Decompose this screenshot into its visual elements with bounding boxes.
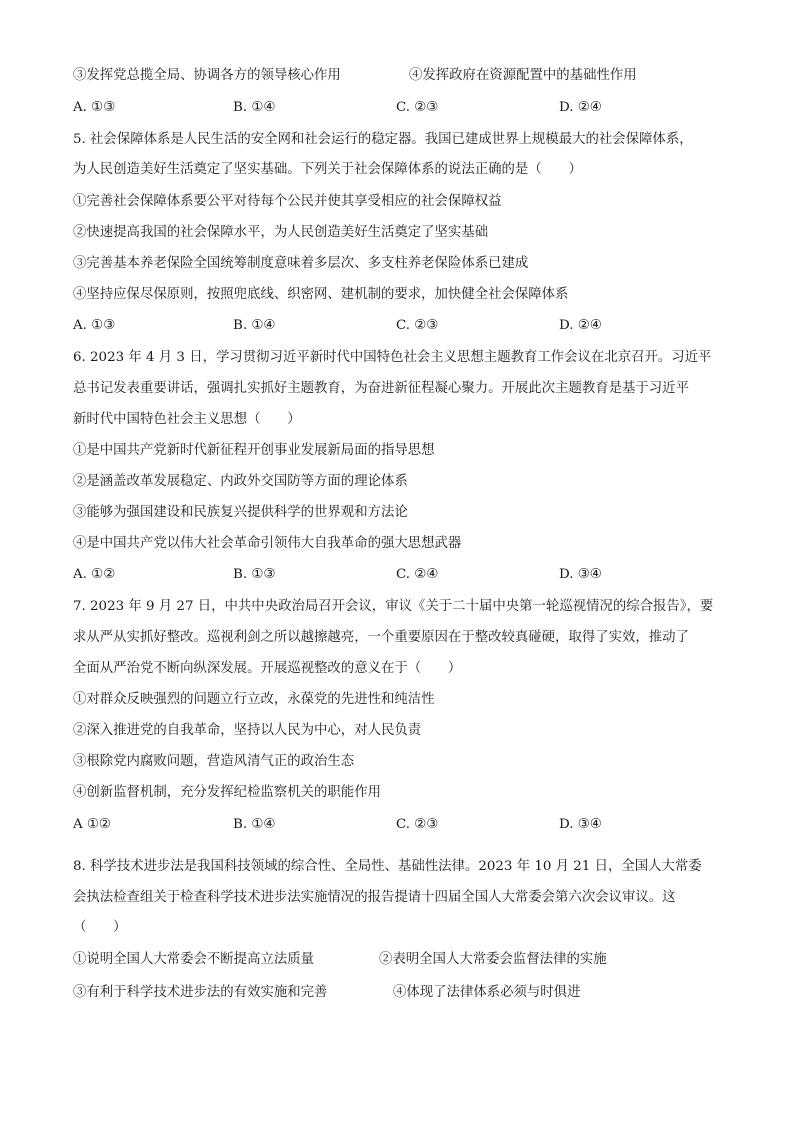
q8-stem-line-1: 8. 科学技术进步法是我国科技领域的综合性、全局性、基础性法律。2023 年 10 月 21 日，全国人大常委: [73, 859, 702, 874]
prev-statements-row: [73, 66, 733, 86]
q6-statement-3: ③能够为强国建设和民族复兴提供科学的世界观和方法论: [73, 505, 408, 520]
q6-statement-2: ②是涵盖改革发展稳定、内政外交国防等方面的理论体系: [73, 474, 408, 489]
prev-options-row: [73, 98, 733, 118]
option-a: A. ①②: [73, 567, 116, 582]
option-b: B. ①④: [233, 817, 276, 832]
q8-stem-line-2: 会执法检查组关于检查科学技术进步法实施情况的报告提请十四届全国人大常委会第六次会议审议。这: [73, 890, 676, 905]
q6-statement-4: ④是中国共产党以伟大社会革命引领伟大自我革命的强大思想武器: [73, 536, 462, 551]
option-b: B. ①④: [233, 318, 276, 333]
q8-statements-row-1: [73, 950, 733, 970]
option-a: A. ①③: [73, 100, 116, 115]
statement: ④体现了法律体系必须与时俱进: [393, 985, 581, 1000]
q5-statement-2: ②快速提高我国的社会保障水平，为人民创造美好生活奠定了坚实基础: [73, 225, 489, 240]
q7-statement-2: ②深入推进党的自我革命，坚持以人民为中心，对人民负责: [73, 723, 422, 738]
q5-statement-1: ①完善社会保障体系要公平对待每个公民并使其享受相应的社会保障权益: [73, 194, 502, 209]
option-c: C. ②③: [396, 318, 439, 333]
option-d: D. ③④: [559, 567, 602, 582]
option-d: D. ③④: [559, 817, 602, 832]
statement: ③有利于科学技术进步法的有效实施和完善: [73, 985, 328, 1000]
option-c: C. ②③: [396, 100, 439, 115]
q7-options-row: [73, 815, 733, 835]
q6-options-row: [73, 565, 733, 585]
statement: ④发挥政府在资源配置中的基础性作用: [409, 68, 637, 83]
q7-statement-4: ④创新监督机制，充分发挥纪检监察机关的职能作用: [73, 785, 381, 800]
option-a: A. ①③: [73, 318, 116, 333]
option-c: C. ②④: [396, 567, 439, 582]
q8-statements-row-2: [73, 983, 733, 1003]
option-c: C. ②③: [396, 817, 439, 832]
q7-statement-3: ③根除党内腐败问题，营造风清气正的政治生态: [73, 754, 355, 769]
q7-statement-1: ①对群众反映强烈的问题立行立改，永葆党的先进性和纯洁性: [73, 692, 435, 707]
option-d: D. ②④: [559, 100, 602, 115]
option-a: A ①②: [73, 817, 111, 832]
q7-stem-line-2: 求从严从实抓好整改。巡视利剑之所以越擦越亮，一个重要原因在于整改较真碰硬，取得了实效，推动了: [73, 630, 689, 645]
q5-stem-line-1: 5. 社会保障体系是人民生活的安全网和社会运行的稳定器。我国已建成世界上规模最大的社会保障体系，: [73, 132, 693, 147]
q6-stem-line-3: 新时代中国特色社会主义思想（ ）: [73, 412, 301, 427]
q6-statement-1: ①是中国共产党新时代新征程开创事业发展新局面的指导思想: [73, 443, 435, 458]
option-b: B. ①③: [233, 567, 276, 582]
option-b: B. ①④: [233, 100, 276, 115]
q5-options-row: [73, 316, 733, 336]
q7-stem-line-3: 全面从严治党不断向纵深发展。开展巡视整改的意义在于（ ）: [73, 661, 462, 676]
statement: ③发挥党总揽全局、协调各方的领导核心作用: [73, 68, 341, 83]
q7-stem-line-1: 7. 2023 年 9 月 27 日，中共中央政治局召开会议，审议《关于二十届中央第一轮巡视情况的综合报告》，要: [73, 599, 714, 614]
q5-statement-4: ④坚持应保尽保原则，按照兜底线、织密网、建机制的要求，加快健全社会保障体系: [73, 287, 569, 302]
q8-stem-line-3: （ ）: [73, 920, 127, 935]
q6-stem-line-1: 6. 2023 年 4 月 3 日，学习贯彻习近平新时代中国特色社会主义思想主题教育工作会议在北京召开。习近平: [73, 350, 712, 365]
q5-statement-3: ③完善基本养老保险全国统筹制度意味着多层次、多支柱养老保险体系已建成: [73, 256, 529, 271]
statement: ②表明全国人大常委会监督法律的实施: [379, 952, 607, 967]
statement: ①说明全国人大常委会不断提高立法质量: [73, 952, 315, 967]
option-d: D. ②④: [559, 318, 602, 333]
q5-stem-line-2: 为人民创造美好生活奠定了坚实基础。下列关于社会保障体系的说法正确的是（ ）: [73, 162, 582, 177]
q6-stem-line-2: 总书记发表重要讲话，强调扎实抓好主题教育，为奋进新征程凝心聚力。开展此次主题教育是基于习近平: [73, 381, 689, 396]
